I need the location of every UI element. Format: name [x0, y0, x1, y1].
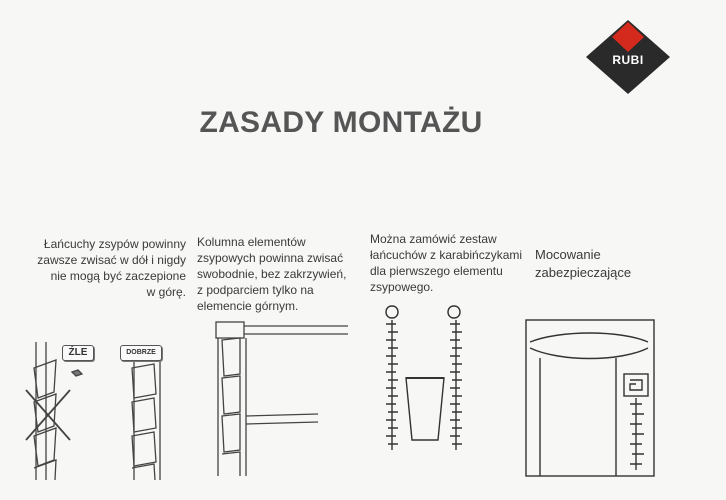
chain-set-figure: [380, 300, 470, 460]
logo-text: RUBI: [612, 53, 644, 67]
safety-mount-illustration: [520, 318, 660, 478]
caption-line: nie mogą być zaczepione: [50, 269, 186, 283]
wrong-correct-figure: [20, 340, 180, 480]
caption-line: z podparciem tylko na: [197, 283, 314, 297]
chute-comparison-illustration: [20, 340, 180, 480]
caption-safety-mount: [535, 246, 675, 282]
caption-line: dla pierwszego elementu: [370, 264, 503, 278]
column-frame-figure: [210, 316, 350, 476]
caption-line: Łańcuchy zsypów powinny: [43, 237, 186, 251]
caption-chain-direction: [24, 236, 186, 300]
rubi-logo: [586, 20, 670, 94]
safety-mount-figure: [520, 318, 660, 478]
caption-line: w górę.: [146, 285, 186, 299]
wrong-badge: ŹLE: [62, 345, 94, 361]
correct-badge: DOBRZE: [120, 345, 162, 361]
chain-set-illustration: [380, 300, 470, 460]
caption-column-hanging: [197, 234, 349, 314]
caption-line: zsypowego.: [370, 280, 434, 294]
caption-chain-set: [370, 231, 526, 295]
page-title: ZASADY MONTAŻU: [199, 106, 483, 139]
caption-line: zsypowych powinna zwisać: [197, 251, 344, 265]
caption-line: zawsze zwisać w dół i nigdy: [37, 253, 186, 267]
caption-line: Mocowanie: [535, 247, 601, 262]
caption-line: łańcuchów z karabińczykami: [370, 248, 523, 262]
caption-line: swobodnie, bez zakrzywień,: [197, 267, 347, 281]
caption-line: Można zamówić zestaw: [370, 232, 497, 246]
column-frame-illustration: [210, 316, 350, 476]
caption-line: Kolumna elementów: [197, 235, 306, 249]
caption-line: elemencie górnym.: [197, 299, 299, 313]
caption-line: zabezpieczające: [535, 265, 632, 280]
